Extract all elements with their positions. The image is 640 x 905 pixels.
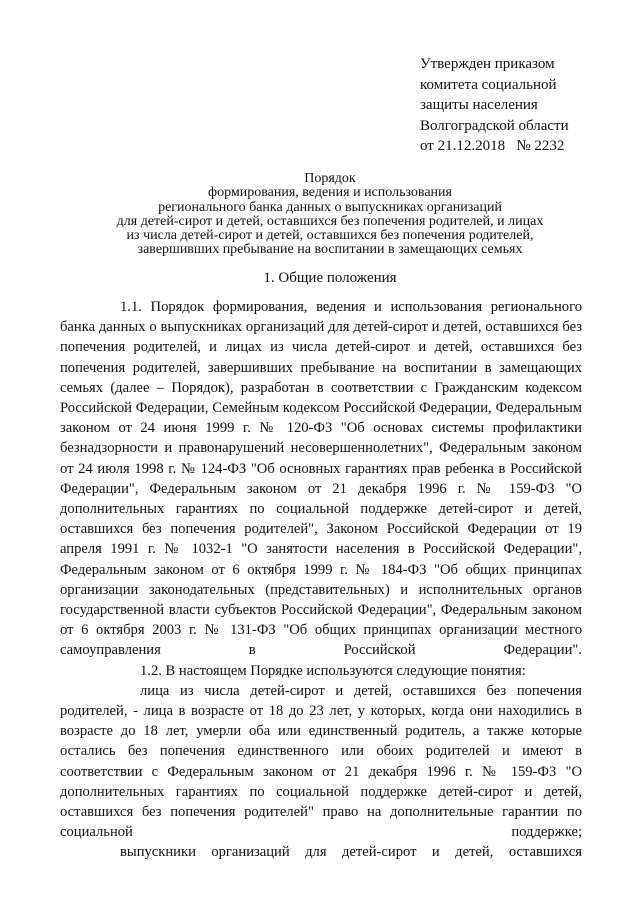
title-line: для детей-сирот и детей, оставшихся без попечения родителей, и лицах xyxy=(116,213,544,229)
section-heading: 1. Общие положения xyxy=(263,270,397,286)
approval-line: комитета социальной xyxy=(420,76,557,93)
title-line: из числа детей-сирот и детей, оставшихся без попечения родителей, xyxy=(126,228,534,244)
approval-line: защиты населения xyxy=(420,97,538,113)
title-line: Порядок xyxy=(304,171,356,186)
title-line: формирования, ведения и использования xyxy=(208,185,452,201)
paragraph-1-1: 1.1. Порядок формирования, ведения и использования регионального банка данных о выпускниках организаций для детей-сирот и детей, оставшихся без попечения родителей, и лицах из числа детей-сирот и детей, оставшихся без попечения родителей, завершивших пребывание на воспитании в замещающих семьях (далее – Порядок), разработан в соответствии с Гражданским кодексом Российской Федерации, Семейным кодексом Российской Федерации, Федеральным законом от 24 июня 1999 г. № 120-ФЗ "Об основах системы профилактики безнадзорности и правонарушений несовершеннолетних", Федеральным законом от 24 июля 1998 г. № 124-ФЗ "Об основных гарантиях прав ребенка в Российской Федерации", Федеральным законом от 21 декабря 1996 г. № 159-ФЗ "О дополнительных гарантиях по социальной поддержке детей-сирот и детей, оставшихся без попечения родителей", Законом Российской Федерации от 19 апреля 1991 г. № 1032-1 "О занятости населения в Российской Федерации", Федеральным законом от 6 октября 1999 г. № 184-ФЗ "Об общих принципах организации законодательных (представительных) и исполнительных органов государственной власти субъектов Российской Федерации", Федеральным законом от 6 октября 2003 г. № 131-ФЗ "Об общих принципах организации местного самоуправления в Российской Федерации". xyxy=(60,299,582,659)
document-title xyxy=(60,172,600,258)
definition-paragraph: лица из числа детей-сирот и детей, оставшихся без попечения родителей, - лица в возрасте от 18 до 23 лет, у которых, когда они находились в возрасте до 18 лет, умерли оба или единственный родитель, а также которые остались без попечения единственного или обоих родителей и имеют в соответствии с Федеральным законом от 21 декабря 1996 г. № 159-ФЗ "О дополнительных гарантиях по социальной поддержке детей-сирот и детей, оставшихся без попечения родителей" право на дополнительные гарантии по социальной поддержке; xyxy=(60,682,582,841)
approval-date-number: от 21.12.2018 № 2232 xyxy=(420,138,565,154)
document-body xyxy=(60,297,582,863)
title-line: регионального банка данных о выпускниках организаций xyxy=(158,199,502,215)
title-line: завершивших пребывание на воспитании в замещающих семьях xyxy=(137,242,523,258)
approval-stamp xyxy=(420,54,620,157)
paragraph-1-2: 1.2. В настоящем Порядке используются следующие понятия: xyxy=(140,662,526,679)
definition-paragraph-continued: выпускники организаций для детей-сирот и детей, оставшихся xyxy=(120,844,582,861)
approval-line: Волгоградской области xyxy=(420,117,569,134)
approval-line: Утвержден приказом xyxy=(420,56,555,72)
